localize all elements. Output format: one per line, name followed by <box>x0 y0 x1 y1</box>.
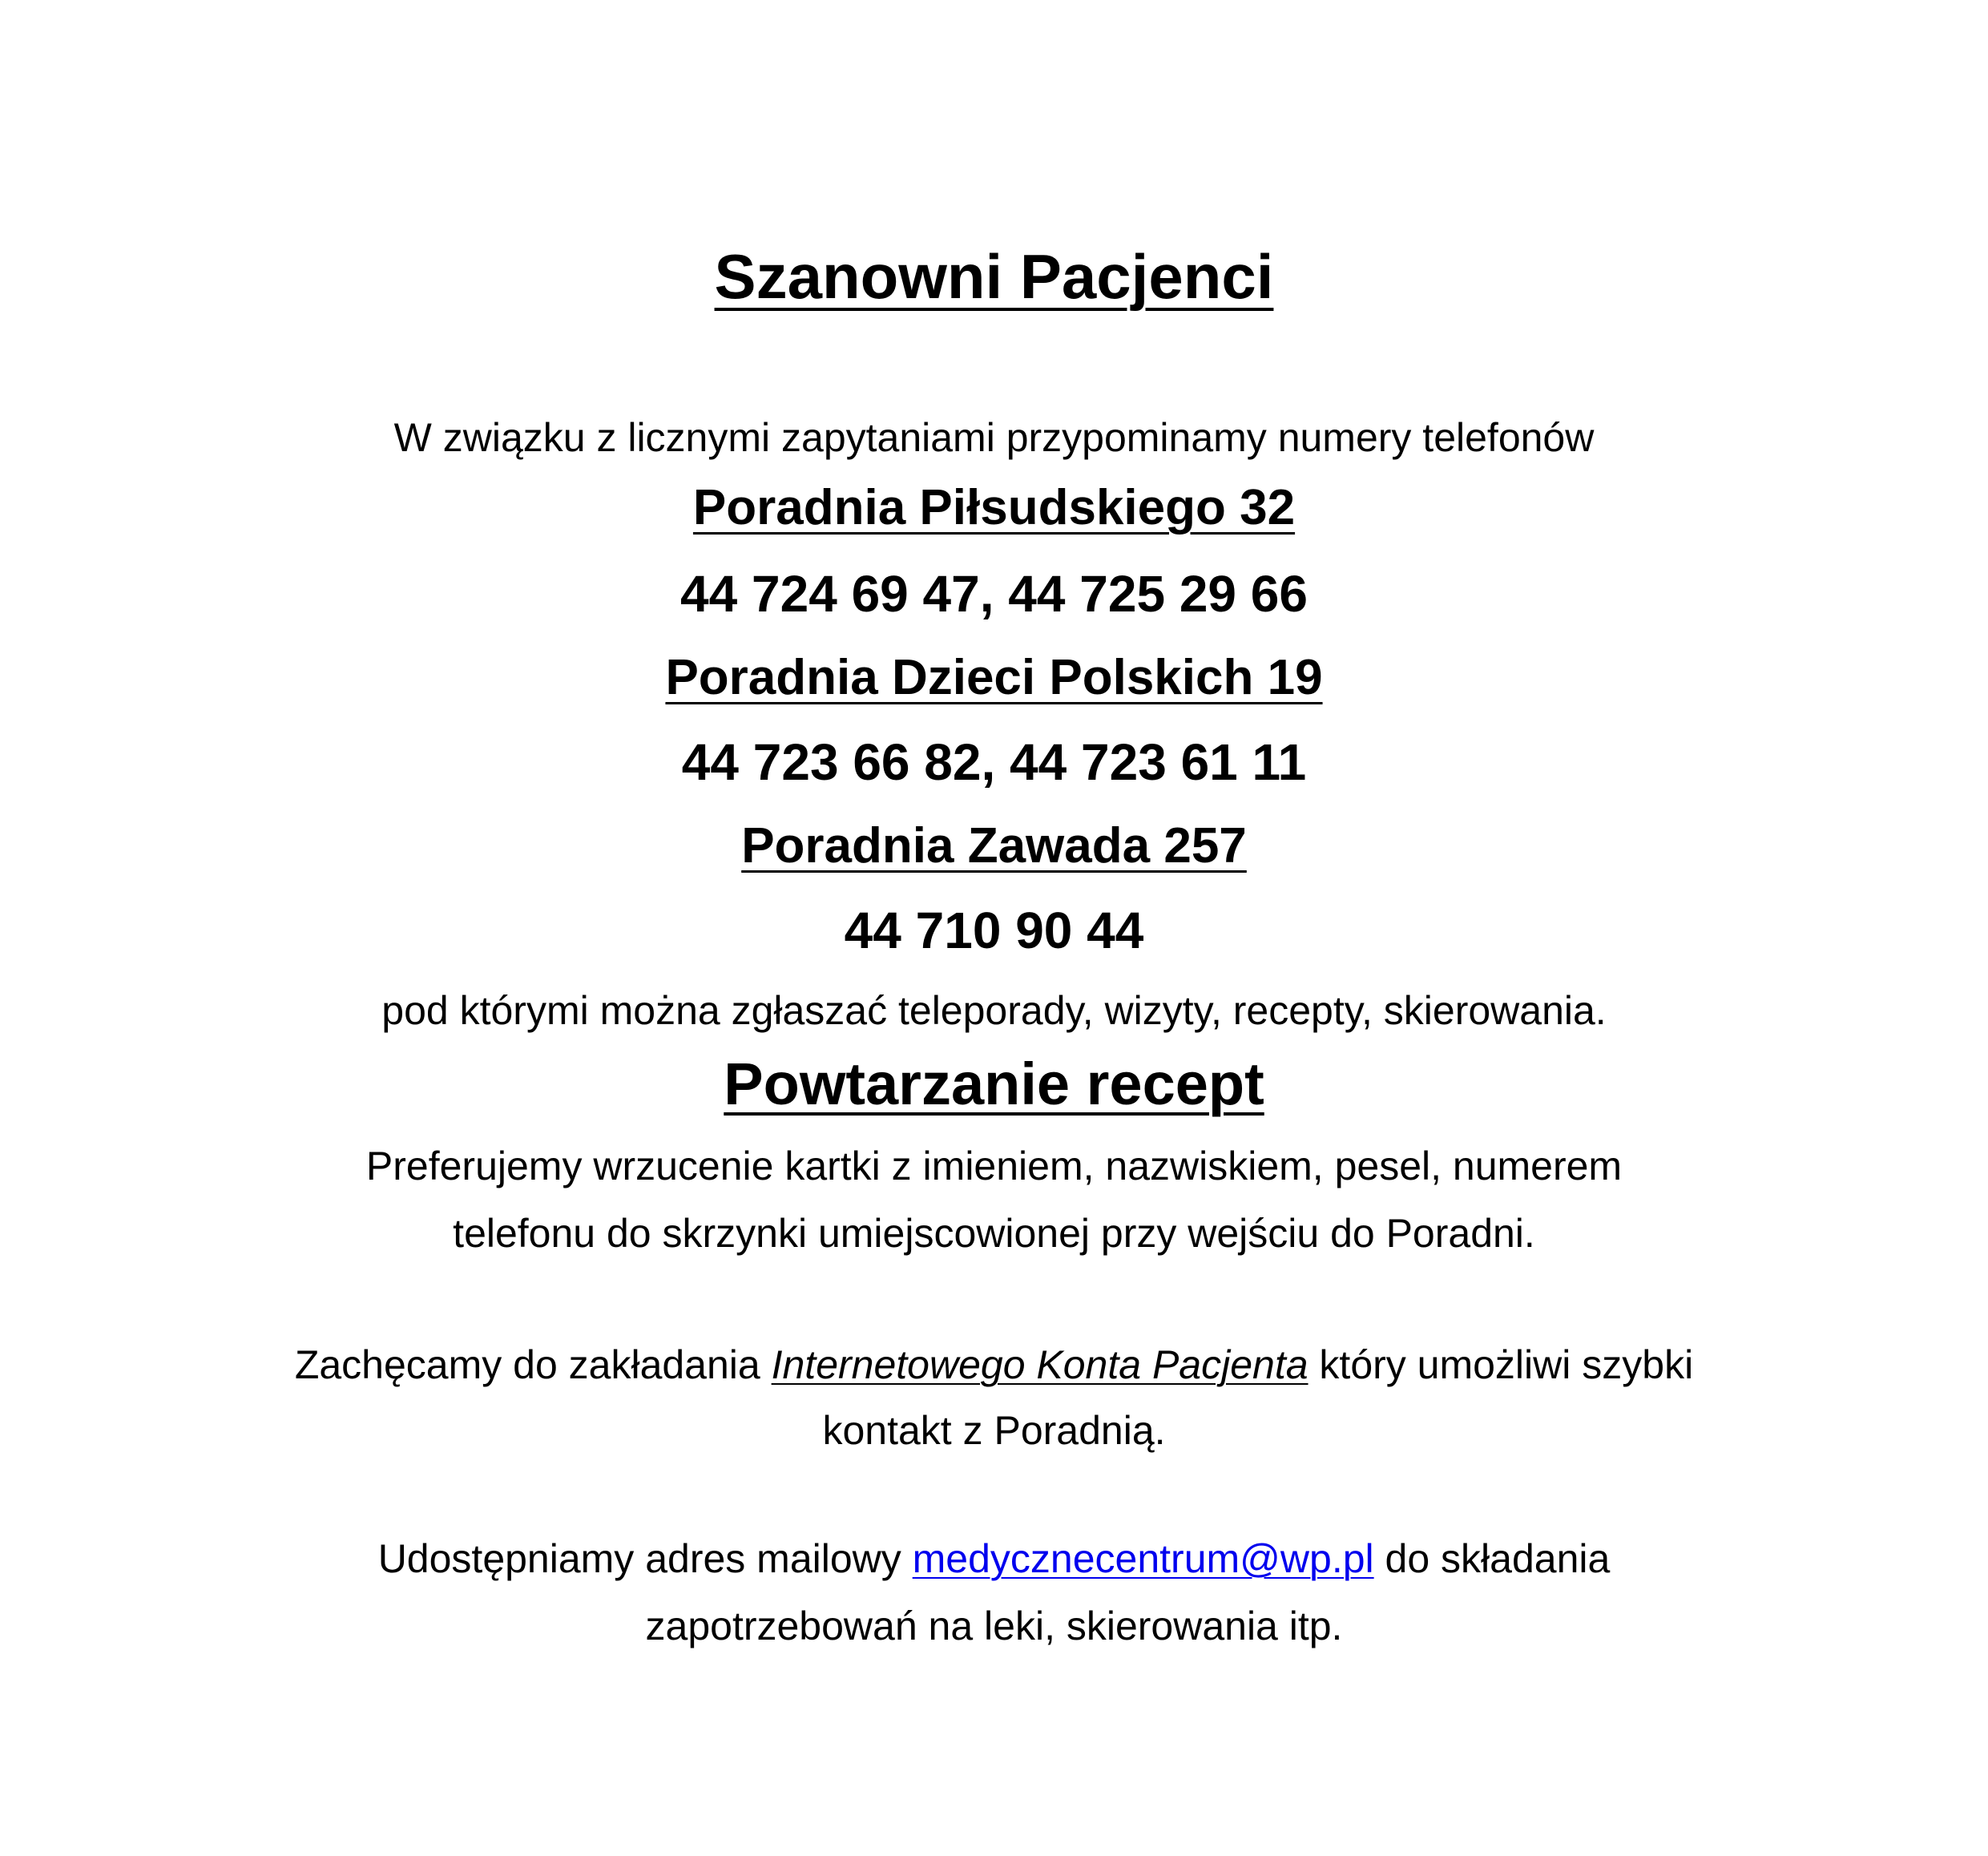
clinic-name-dzieci-polskich: Poradnia Dzieci Polskich 19 <box>665 650 1323 705</box>
prescriptions-text-line-2: telefonu do skrzynki umiejscowionej przy wejściu do Poradni. <box>453 1211 1535 1256</box>
page-title: Szanowni Pacjenci <box>714 241 1274 312</box>
clinic-phones-pilsudskiego: 44 724 69 47, 44 725 29 66 <box>680 565 1308 623</box>
prescriptions-heading: Powtarzanie recept <box>724 1051 1264 1117</box>
email-suffix: do składania <box>1373 1536 1611 1581</box>
email-paragraph-line-1 <box>0 1535 1988 1582</box>
clinic-phones-zawada: 44 710 90 44 <box>844 902 1144 959</box>
clinic-name-zawada: Poradnia Zawada 257 <box>741 818 1247 874</box>
email-link[interactable]: medycznecentrum@wp.pl <box>912 1536 1374 1581</box>
email-prefix: Udostępniamy adres mailowy <box>377 1536 913 1581</box>
clinic-name-pilsudskiego: Poradnia Piłsudskiego 32 <box>692 480 1296 535</box>
clinic-phones-dzieci-polskich: 44 723 66 82, 44 723 61 11 <box>681 733 1307 791</box>
ikp-paragraph-line-1 <box>0 1342 1988 1388</box>
email-paragraph-line-2: zapotrzebowań na leki, skierowania itp. <box>645 1604 1343 1648</box>
ikp-prefix: Zachęcamy do zakładania <box>294 1342 772 1387</box>
ikp-emphasis: Internetowego Konta Pacjenta <box>771 1342 1309 1387</box>
services-text: pod którymi można zgłaszać teleporady, wizyty, recepty, skierowania. <box>381 988 1607 1033</box>
ikp-suffix: który umożliwi szybki <box>1308 1342 1694 1387</box>
prescriptions-text-line-1: Preferujemy wrzucenie kartki z imieniem, nazwiskiem, pesel, numerem <box>365 1144 1623 1188</box>
ikp-paragraph-line-2: kontakt z Poradnią. <box>822 1408 1166 1453</box>
intro-text: W związku z licznymi zapytaniami przypominamy numery telefonów <box>393 415 1595 460</box>
